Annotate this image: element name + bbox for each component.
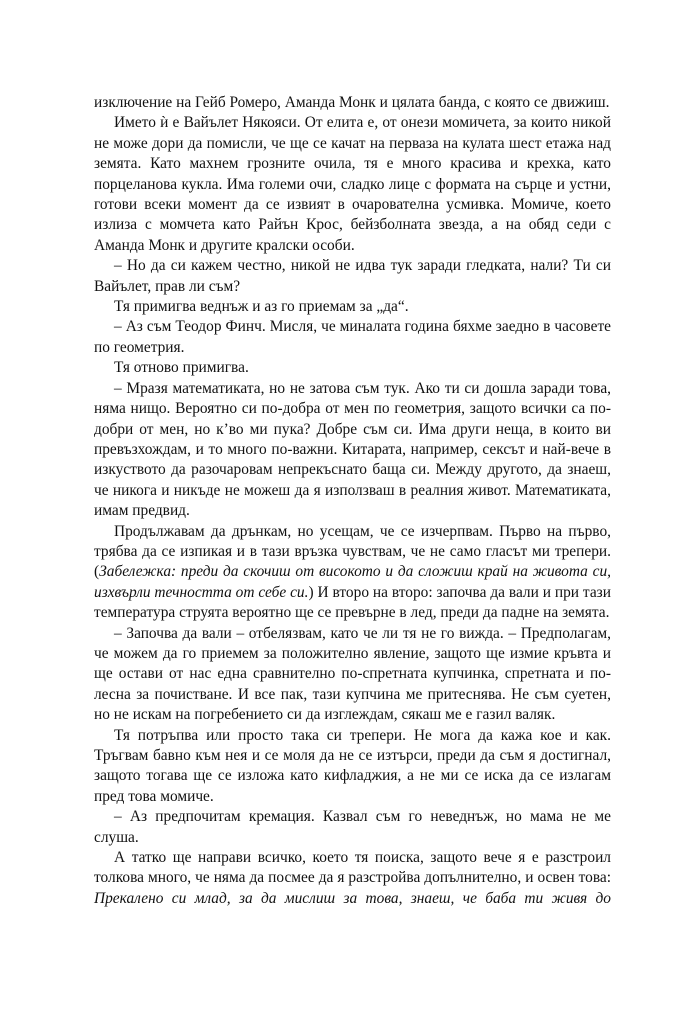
text-run: ) И второ на второ: започва да вали и при тази температура струята вероятно ще се превърне в лед, преди да падне на земята. (94, 583, 611, 622)
text-run: – Мразя математиката, но не затова съм тук. Ако ти си дошла заради това, няма нищо. Вероятно си по-добра от мен по геометрия, защото всички са по-добри от мен, но к’во ми пука? Добре съм си. Има други неща, в които ви превъзхождам, и то много по-важни. Китарата, например, сексът и най-вече в изкуството да разочаровам непрекъснато баща си. Между другото, да знаеш, че никога и никъде не можеш да я използваш в реалния живот. Математиката, имам предвид. (94, 379, 611, 520)
text-run: – Аз съм Теодор Финч. Мисля, че миналата година бяхме заедно в часовете по геометрия. (94, 318, 611, 356)
text-run: Тя отново примигва. (114, 359, 249, 377)
paragraph (94, 93, 611, 113)
text-run: – Аз предпочитам кремация. Казвал съм го неведнъж, но мама не ме слуша. (94, 808, 611, 846)
paragraph (94, 256, 611, 297)
text-run: Името ѝ е Вайълет Някояси. От елита е, от онези момичета, за които никой не може дори да помисли, че ще се качат на перваза на кулата шест етажа над земята. Като махнем грозните очила, тя е много красива и крехка, като порцеланова кукла. Има големи очи, сладко лице с формата на сърце и устни, готови всеки момент да се извият в очарователна усмивка. Момиче, което излиза с момчета като Райън Крос, бейзболната звезда, а на обяд седи с Аманда Монк и другите кралски особи. (94, 114, 611, 254)
paragraph (94, 848, 611, 909)
italic-text: Прекалено си млад, за да мислиш за това, знаеш, че баба ти живя до (94, 889, 611, 907)
paragraph (94, 624, 611, 726)
paragraph (94, 726, 611, 808)
text-run: – Но да си кажем честно, никой не идва тук заради гледката, нали? Ти си Вайълет, прав ли съм? (94, 257, 611, 295)
paragraph (94, 358, 611, 378)
text-run: Продължавам да дрънкам, но усещам, че се изчерпвам. Първо на първо, трябва да се изпикая и в тази връзка чувствам, че не само гласът ми трепери. ( (94, 522, 611, 581)
text-run: изключение на Гейб Ромеро, Аманда Монк и цялата банда, с която се движиш. (94, 94, 610, 111)
paragraph (94, 522, 611, 624)
text-run: А татко ще направи всичко, което тя поиска, защото вече я е разстроил толкова много, че няма да посмее да я разстройва допълнително, и освен това: (94, 849, 611, 887)
italic-text: Забележка: преди да скочиш от високото и да сложиш край на живота си, изхвърли течността от себе си. (94, 563, 611, 601)
paragraph (94, 807, 611, 848)
paragraph (94, 113, 611, 256)
page-body-text (94, 93, 611, 909)
text-run: Тя примигва веднъж и аз го приемам за „да“. (114, 298, 409, 316)
text-run: Тя потръпва или просто така си трепери. Не мога да кажа кое и как. Тръгвам бавно към нея и се моля да не се изтърси, преди да съм я достигнал, защото тогава ще се изложа като кифладжия, а не ми се иска да се излагам пред това момиче. (94, 726, 611, 805)
paragraph (94, 297, 611, 317)
paragraph (94, 317, 611, 358)
text-run: – Започва да вали – отбелязвам, като че ли тя не го вижда. – Предполагам, че можем да го приемем за положително явление, защото ще измие кръвта и ще остави от нас една сравнително по-спретната купчинка, спретната и по-лесна за почистване. И все пак, тази купчина ме притеснява. Не съм суетен, но не искам на погребението си да изглеждам, сякаш ме е газил валяк. (94, 624, 611, 724)
paragraph (94, 379, 611, 522)
